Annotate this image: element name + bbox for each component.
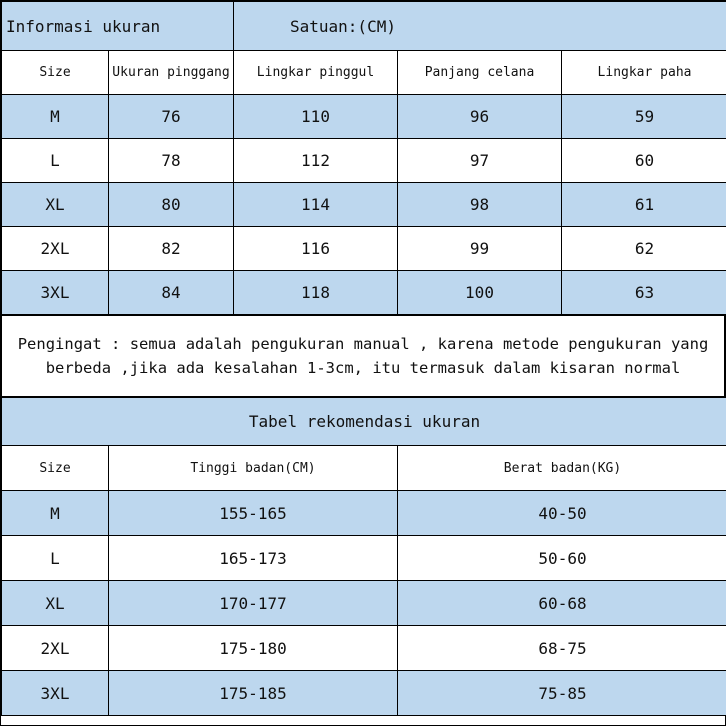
size-cell: L [2, 536, 109, 581]
table-row [2, 671, 726, 716]
size-cell: M [2, 491, 109, 536]
height-cell: 175-185 [109, 671, 398, 716]
waist-cell: 84 [109, 271, 234, 315]
size-cell: XL [2, 581, 109, 626]
pants-length-cell: 99 [398, 227, 562, 271]
size-recommendation-table [1, 397, 726, 716]
column-header-weight: Berat badan(KG) [398, 446, 726, 491]
column-header-size: Size [2, 446, 109, 491]
hip-cell: 112 [234, 139, 398, 183]
pants-length-cell: 96 [398, 95, 562, 139]
hip-cell: 114 [234, 183, 398, 227]
size-table-header-row [2, 51, 726, 95]
note-line-2: berbeda ,jika ada kesalahan 1-3cm, itu termasuk dalam kisaran normal [45, 359, 681, 377]
height-cell: 155-165 [109, 491, 398, 536]
column-header-waist: Ukuran pinggang [109, 51, 234, 95]
size-cell: XL [2, 183, 109, 227]
size-table-title: Informasi ukuran [2, 2, 234, 51]
column-header-height: Tinggi badan(CM) [109, 446, 398, 491]
thigh-cell: 60 [562, 139, 726, 183]
size-cell: 2XL [2, 227, 109, 271]
thigh-cell: 59 [562, 95, 726, 139]
hip-cell: 110 [234, 95, 398, 139]
height-cell: 170-177 [109, 581, 398, 626]
recommendation-title-row [2, 398, 726, 446]
pants-length-cell: 100 [398, 271, 562, 315]
thigh-cell: 62 [562, 227, 726, 271]
pants-length-cell: 97 [398, 139, 562, 183]
table-row [2, 95, 726, 139]
note-line-1: Pengingat : semua adalah pengukuran manual , karena metode pengukuran yang [17, 335, 709, 353]
waist-cell: 78 [109, 139, 234, 183]
table-row [2, 183, 726, 227]
size-cell: 3XL [2, 271, 109, 315]
height-cell: 175-180 [109, 626, 398, 671]
height-cell: 165-173 [109, 536, 398, 581]
weight-cell: 68-75 [398, 626, 726, 671]
hip-cell: 116 [234, 227, 398, 271]
weight-cell: 40-50 [398, 491, 726, 536]
weight-cell: 75-85 [398, 671, 726, 716]
table-row [2, 626, 726, 671]
hip-cell: 118 [234, 271, 398, 315]
column-header-size: Size [2, 51, 109, 95]
table-row [2, 139, 726, 183]
recommendation-header-row [2, 446, 726, 491]
thigh-cell: 63 [562, 271, 726, 315]
size-cell: M [2, 95, 109, 139]
size-cell: 2XL [2, 626, 109, 671]
measurement-note [1, 315, 725, 397]
waist-cell: 82 [109, 227, 234, 271]
column-header-hip: Lingkar pinggul [234, 51, 398, 95]
table-row [2, 227, 726, 271]
weight-cell: 50-60 [398, 536, 726, 581]
thigh-cell: 61 [562, 183, 726, 227]
waist-cell: 80 [109, 183, 234, 227]
table-row [2, 581, 726, 626]
table-row [2, 271, 726, 315]
size-measurement-table [1, 1, 726, 315]
column-header-thigh: Lingkar paha [562, 51, 726, 95]
table-row [2, 491, 726, 536]
table-row [2, 536, 726, 581]
column-header-pants-length: Panjang celana [398, 51, 562, 95]
recommendation-title: Tabel rekomendasi ukuran [2, 398, 726, 446]
pants-length-cell: 98 [398, 183, 562, 227]
size-cell: 3XL [2, 671, 109, 716]
unit-label: Satuan:(CM) [234, 2, 726, 51]
size-table-title-row [2, 2, 726, 51]
size-cell: L [2, 139, 109, 183]
weight-cell: 60-68 [398, 581, 726, 626]
waist-cell: 76 [109, 95, 234, 139]
